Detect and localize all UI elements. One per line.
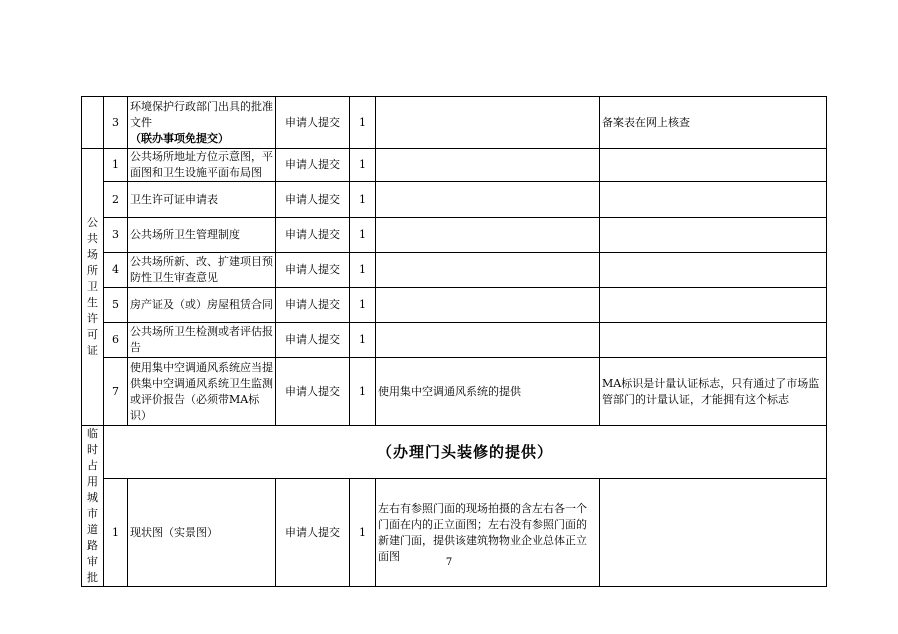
material-name: 使用集中空调通风系统应当提供集中空调通风系统卫生监测或评价报告（必须带MA标识）: [128, 358, 276, 426]
table-row: [82, 288, 827, 323]
submitter: 申请人提交: [276, 479, 350, 587]
row-number: 6: [104, 323, 128, 358]
extra-note: [600, 253, 827, 288]
extra-note: MA标识是计量认证标志，只有通过了市场监管部门的计量认证，才能拥有这个标志: [600, 358, 827, 426]
row-number: 4: [104, 253, 128, 288]
extra-note: [600, 149, 827, 182]
table-row: [82, 479, 827, 587]
row-number: 2: [104, 182, 128, 218]
copy-count: 1: [350, 479, 376, 587]
remark: [376, 323, 600, 358]
row-number: 7: [104, 358, 128, 426]
material-name: 现状图（实景图）: [128, 479, 276, 587]
remark: [376, 288, 600, 323]
copy-count: 1: [350, 149, 376, 182]
remark: 左右有参照门面的现场拍摄的含左右各一个门面在内的正立面图；左右没有参照门面的新建门面，提供该建筑物物业企业总体正立面图: [376, 479, 600, 587]
copy-count: 1: [350, 97, 376, 149]
table-row: [82, 253, 827, 288]
category-cell-empty: [82, 97, 104, 149]
submitter: 申请人提交: [276, 149, 350, 182]
copy-count: 1: [350, 253, 376, 288]
extra-note: [600, 323, 827, 358]
table-row: [82, 182, 827, 218]
material-name: [128, 97, 276, 149]
extra-note: [600, 218, 827, 253]
row-number: 3: [104, 218, 128, 253]
row-number: 5: [104, 288, 128, 323]
row-number: 1: [104, 479, 128, 587]
category-road-occupation: 临时占用城市道路审批: [82, 426, 104, 587]
submitter: 申请人提交: [276, 182, 350, 218]
material-name: 房产证及（或）房屋租赁合同: [128, 288, 276, 323]
table-row: [82, 97, 827, 149]
table-row: [82, 218, 827, 253]
extra-note: [600, 182, 827, 218]
material-text: 环境保护行政部门出具的批准文件: [130, 99, 273, 129]
remark: 使用集中空调通风系统的提供: [376, 358, 600, 426]
submitter: 申请人提交: [276, 323, 350, 358]
submitter: 申请人提交: [276, 253, 350, 288]
material-name: 卫生许可证申请表: [128, 182, 276, 218]
copy-count: 1: [350, 182, 376, 218]
extra-note: [600, 288, 827, 323]
row-number: 3: [104, 97, 128, 149]
material-name: 公共场所卫生检测或者评估报告: [128, 323, 276, 358]
material-name: 公共场所地址方位示意图，平面图和卫生设施平面布局图: [128, 149, 276, 182]
table-row: [82, 149, 827, 182]
table-row: [82, 358, 827, 426]
page-number: 7: [445, 557, 453, 568]
submitter: 申请人提交: [276, 288, 350, 323]
remark: [376, 97, 600, 149]
section-header-row: [82, 426, 827, 479]
submitter: 申请人提交: [276, 218, 350, 253]
material-name: 公共场所卫生管理制度: [128, 218, 276, 253]
material-note: （联办事项免提交）: [130, 131, 229, 145]
remark: [376, 218, 600, 253]
category-public-hygiene: 公共场所卫生许可证: [82, 149, 104, 426]
material-name: 公共场所新、改、扩建项目预防性卫生审查意见: [128, 253, 276, 288]
remark: [376, 149, 600, 182]
extra-note: 备案表在网上核查: [600, 97, 827, 149]
submitter: 申请人提交: [276, 358, 350, 426]
section-title: （办理门头装修的提供）: [104, 426, 827, 479]
copy-count: 1: [350, 218, 376, 253]
remark: [376, 182, 600, 218]
remark: [376, 253, 600, 288]
copy-count: 1: [350, 323, 376, 358]
materials-table: [81, 96, 827, 587]
copy-count: 1: [350, 288, 376, 323]
submitter: 申请人提交: [276, 97, 350, 149]
copy-count: 1: [350, 358, 376, 426]
extra-note: [600, 479, 827, 587]
table-row: [82, 323, 827, 358]
row-number: 1: [104, 149, 128, 182]
